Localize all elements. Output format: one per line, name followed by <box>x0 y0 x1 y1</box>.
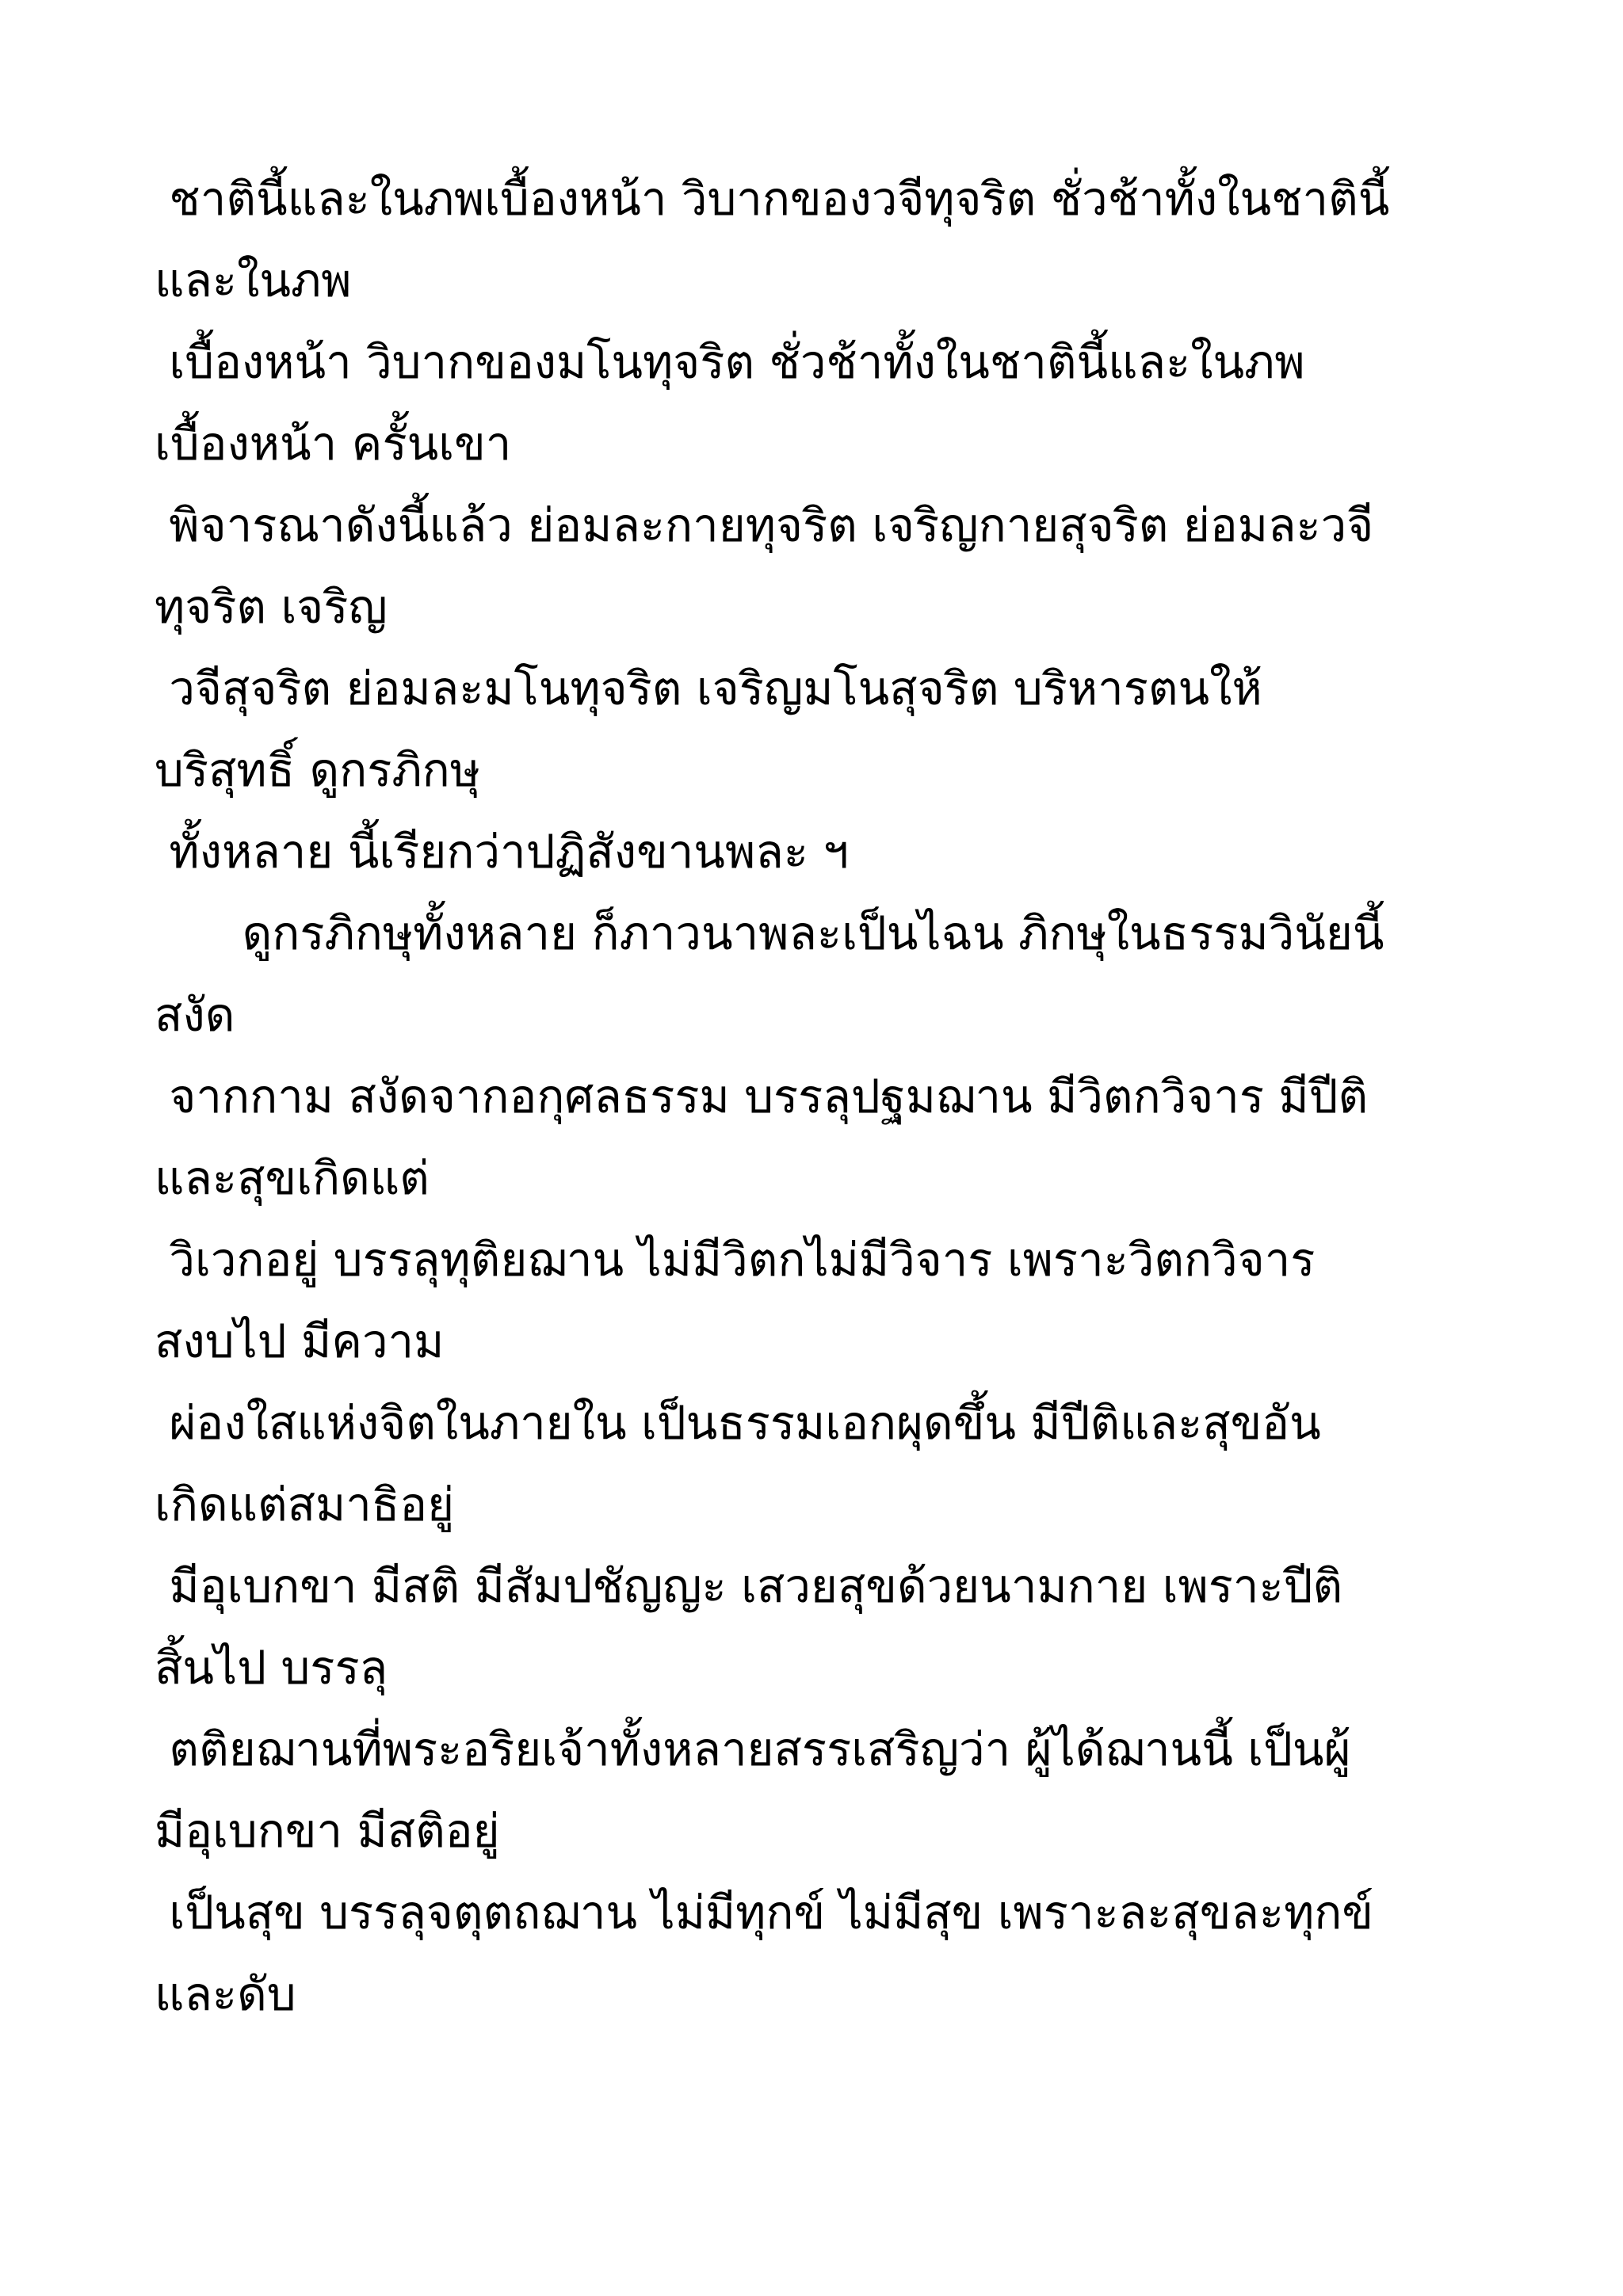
text-line: วจีสุจริต ย่อมละมโนทุจริต เจริญมโนสุจริต บริหารตนให้ <box>155 662 1262 715</box>
text-line: สิ้นไป บรรลุ <box>155 1641 388 1695</box>
text-line: ดูกรภิกษุทั้งหลาย ก็ภาวนาพละเป็นไฉน ภิกษุในธรรมวินัยนี้ <box>155 906 1384 960</box>
text-line: และดับ <box>155 1967 296 2021</box>
text-line: มีอุเบกขา มีสติอยู่ <box>155 1804 500 1858</box>
text-line: และในภพ <box>155 254 352 307</box>
text-line: พิจารณาดังนี้แล้ว ย่อมละกายทุจริต เจริญกายสุจริต ย่อมละวจี <box>155 498 1374 552</box>
text-line: บริสุทธิ์ ดูกรภิกษุ <box>155 743 480 797</box>
text-line: มีอุเบกขา มีสติ มีสัมปชัญญะ เสวยสุขด้วยนามกาย เพราะปีติ <box>155 1559 1343 1613</box>
text-line: ชาตินี้และในภพเบื้องหน้า วิบากของวจีทุจริต ชั่วช้าทั้งในชาตินี้ <box>155 172 1390 226</box>
text-line: เบื้องหน้า วิบากของมโนทุจริต ชั่วช้าทั้งในชาตินี้และในภพ <box>155 335 1305 389</box>
text-line: ทุจริต เจริญ <box>155 580 388 634</box>
text-line: เป็นสุข บรรลุจตุตถฌาน ไม่มีทุกข์ ไม่มีสุข เพราะละสุขละทุกข์ <box>155 1886 1374 1939</box>
text-line: ตติยฌานที่พระอริยเจ้าทั้งหลายสรรเสริญว่า ผู้ได้ฌานนี้ เป็นผู้ <box>155 1722 1351 1776</box>
text-line: จากกาม สงัดจากอกุศลธรรม บรรลุปฐมฌาน มีวิตกวิจาร มีปีติ <box>155 1070 1369 1123</box>
text-line: ทั้งหลาย นี้เรียกว่าปฏิสังขานพละ ฯ <box>155 825 849 879</box>
text-line: เบื้องหน้า ครั้นเขา <box>155 417 512 471</box>
text-line: สงัด <box>155 988 235 1042</box>
text-line: ผ่องใสแห่งจิตในภายใน เป็นธรรมเอกผุดขึ้น มีปีติและสุขอัน <box>155 1396 1321 1450</box>
text-line: และสุขเกิดแต่ <box>155 1151 430 1205</box>
text-line: สงบไป มีความ <box>155 1314 445 1368</box>
text-line: เกิดแต่สมาธิอยู่ <box>155 1478 455 1531</box>
text-line: วิเวกอยู่ บรรลุทุติยฌาน ไม่มีวิตกไม่มีวิจาร เพราะวิตกวิจาร <box>155 1233 1316 1287</box>
